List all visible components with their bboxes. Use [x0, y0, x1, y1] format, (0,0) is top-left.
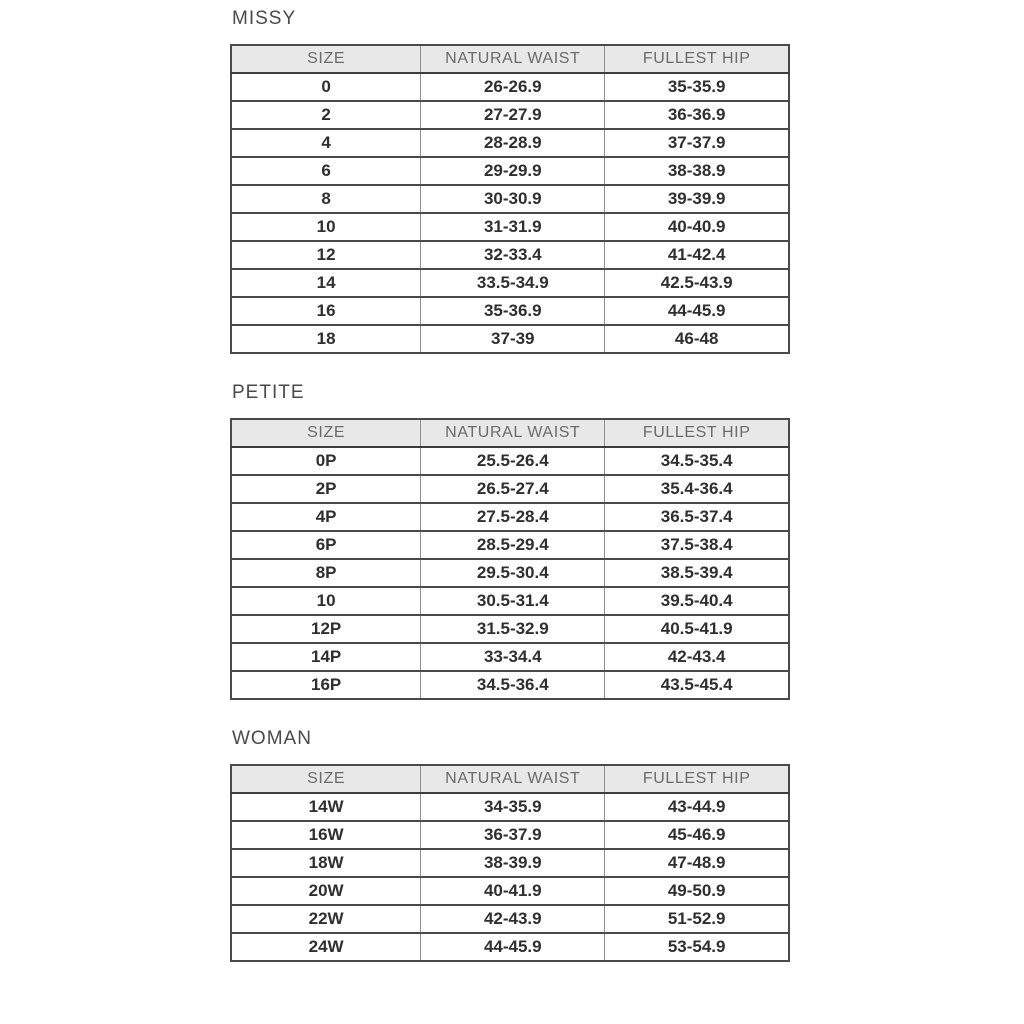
table-row	[231, 643, 789, 671]
table-cell-size: 12P	[231, 615, 421, 643]
table-row	[231, 587, 789, 615]
section-title-woman: WOMAN	[232, 728, 312, 749]
table-cell-natural-waist: 40-41.9	[421, 877, 605, 905]
table-cell-fullest-hip: 37.5-38.4	[605, 531, 789, 559]
table-cell-fullest-hip: 45-46.9	[605, 821, 789, 849]
table-cell-size: 18	[231, 325, 421, 353]
column-header-natural-waist: NATURAL WAIST	[421, 45, 605, 73]
table-cell-size: 12	[231, 241, 421, 269]
table-cell-natural-waist: 29-29.9	[421, 157, 605, 185]
table-cell-fullest-hip: 43-44.9	[605, 793, 789, 821]
table-cell-size: 16	[231, 297, 421, 325]
table-cell-size: 24W	[231, 933, 421, 961]
table-cell-fullest-hip: 40.5-41.9	[605, 615, 789, 643]
table-cell-fullest-hip: 35.4-36.4	[605, 475, 789, 503]
table-cell-fullest-hip: 42.5-43.9	[605, 269, 789, 297]
table-cell-natural-waist: 44-45.9	[421, 933, 605, 961]
table-cell-fullest-hip: 35-35.9	[605, 73, 789, 101]
table-cell-natural-waist: 29.5-30.4	[421, 559, 605, 587]
table-header-row	[231, 765, 789, 793]
table-cell-natural-waist: 35-36.9	[421, 297, 605, 325]
table-cell-natural-waist: 37-39	[421, 325, 605, 353]
table-row	[231, 503, 789, 531]
table-cell-fullest-hip: 47-48.9	[605, 849, 789, 877]
table-cell-natural-waist: 30-30.9	[421, 185, 605, 213]
table-cell-natural-waist: 26-26.9	[421, 73, 605, 101]
table-cell-natural-waist: 30.5-31.4	[421, 587, 605, 615]
column-header-fullest-hip: FULLEST HIP	[605, 419, 789, 447]
table-cell-fullest-hip: 38-38.9	[605, 157, 789, 185]
table-cell-natural-waist: 32-33.4	[421, 241, 605, 269]
table-cell-size: 14	[231, 269, 421, 297]
table-row	[231, 933, 789, 961]
section-missy	[230, 8, 792, 354]
table-cell-size: 0	[231, 73, 421, 101]
table-cell-fullest-hip: 34.5-35.4	[605, 447, 789, 475]
table-row	[231, 185, 789, 213]
column-header-natural-waist: NATURAL WAIST	[421, 765, 605, 793]
table-row	[231, 905, 789, 933]
table-cell-fullest-hip: 36-36.9	[605, 101, 789, 129]
table-cell-natural-waist: 33.5-34.9	[421, 269, 605, 297]
table-cell-size: 6P	[231, 531, 421, 559]
table-cell-size: 10	[231, 213, 421, 241]
table-cell-size: 8	[231, 185, 421, 213]
table-row	[231, 793, 789, 821]
table-cell-natural-waist: 27-27.9	[421, 101, 605, 129]
table-cell-natural-waist: 34-35.9	[421, 793, 605, 821]
table-cell-natural-waist: 31.5-32.9	[421, 615, 605, 643]
table-cell-natural-waist: 33-34.4	[421, 643, 605, 671]
table-cell-fullest-hip: 39.5-40.4	[605, 587, 789, 615]
table-cell-natural-waist: 38-39.9	[421, 849, 605, 877]
table-row	[231, 157, 789, 185]
table-cell-natural-waist: 36-37.9	[421, 821, 605, 849]
table-row	[231, 531, 789, 559]
table-cell-fullest-hip: 38.5-39.4	[605, 559, 789, 587]
table-cell-size: 16W	[231, 821, 421, 849]
column-header-fullest-hip: FULLEST HIP	[605, 765, 789, 793]
table-row	[231, 101, 789, 129]
table-cell-fullest-hip: 53-54.9	[605, 933, 789, 961]
table-cell-fullest-hip: 37-37.9	[605, 129, 789, 157]
table-cell-size: 4P	[231, 503, 421, 531]
table-row	[231, 325, 789, 353]
table-cell-fullest-hip: 40-40.9	[605, 213, 789, 241]
table-cell-natural-waist: 28-28.9	[421, 129, 605, 157]
table-row	[231, 241, 789, 269]
table-cell-natural-waist: 28.5-29.4	[421, 531, 605, 559]
section-woman	[230, 728, 792, 962]
table-cell-size: 6	[231, 157, 421, 185]
table-cell-fullest-hip: 39-39.9	[605, 185, 789, 213]
missy-size-table	[230, 44, 790, 354]
section-title-missy: MISSY	[232, 8, 297, 29]
table-cell-fullest-hip: 46-48	[605, 325, 789, 353]
petite-size-table	[230, 418, 790, 700]
table-row	[231, 821, 789, 849]
table-cell-fullest-hip: 36.5-37.4	[605, 503, 789, 531]
column-header-size: SIZE	[231, 45, 421, 73]
table-header-row	[231, 45, 789, 73]
table-cell-fullest-hip: 42-43.4	[605, 643, 789, 671]
section-petite	[230, 382, 792, 700]
table-row	[231, 671, 789, 699]
table-cell-natural-waist: 34.5-36.4	[421, 671, 605, 699]
size-chart-document	[230, 0, 792, 962]
column-header-size: SIZE	[231, 419, 421, 447]
table-cell-size: 20W	[231, 877, 421, 905]
table-row	[231, 129, 789, 157]
table-cell-size: 8P	[231, 559, 421, 587]
table-cell-natural-waist: 27.5-28.4	[421, 503, 605, 531]
woman-size-table	[230, 764, 790, 962]
table-row	[231, 877, 789, 905]
table-cell-size: 18W	[231, 849, 421, 877]
table-row	[231, 475, 789, 503]
table-row	[231, 73, 789, 101]
section-title-petite: PETITE	[232, 382, 305, 403]
table-cell-natural-waist: 42-43.9	[421, 905, 605, 933]
table-row	[231, 615, 789, 643]
table-cell-natural-waist: 26.5-27.4	[421, 475, 605, 503]
table-cell-fullest-hip: 51-52.9	[605, 905, 789, 933]
table-cell-size: 14W	[231, 793, 421, 821]
table-cell-size: 16P	[231, 671, 421, 699]
table-cell-fullest-hip: 43.5-45.4	[605, 671, 789, 699]
table-header-row	[231, 419, 789, 447]
table-row	[231, 849, 789, 877]
table-cell-natural-waist: 31-31.9	[421, 213, 605, 241]
table-row	[231, 297, 789, 325]
table-cell-size: 14P	[231, 643, 421, 671]
table-cell-size: 2P	[231, 475, 421, 503]
table-cell-fullest-hip: 41-42.4	[605, 241, 789, 269]
table-cell-natural-waist: 25.5-26.4	[421, 447, 605, 475]
table-cell-size: 0P	[231, 447, 421, 475]
table-row	[231, 447, 789, 475]
column-header-fullest-hip: FULLEST HIP	[605, 45, 789, 73]
table-cell-fullest-hip: 49-50.9	[605, 877, 789, 905]
table-cell-size: 2	[231, 101, 421, 129]
column-header-size: SIZE	[231, 765, 421, 793]
table-cell-size: 10	[231, 587, 421, 615]
table-cell-size: 22W	[231, 905, 421, 933]
table-cell-fullest-hip: 44-45.9	[605, 297, 789, 325]
table-row	[231, 213, 789, 241]
table-cell-size: 4	[231, 129, 421, 157]
table-row	[231, 269, 789, 297]
column-header-natural-waist: NATURAL WAIST	[421, 419, 605, 447]
table-row	[231, 559, 789, 587]
